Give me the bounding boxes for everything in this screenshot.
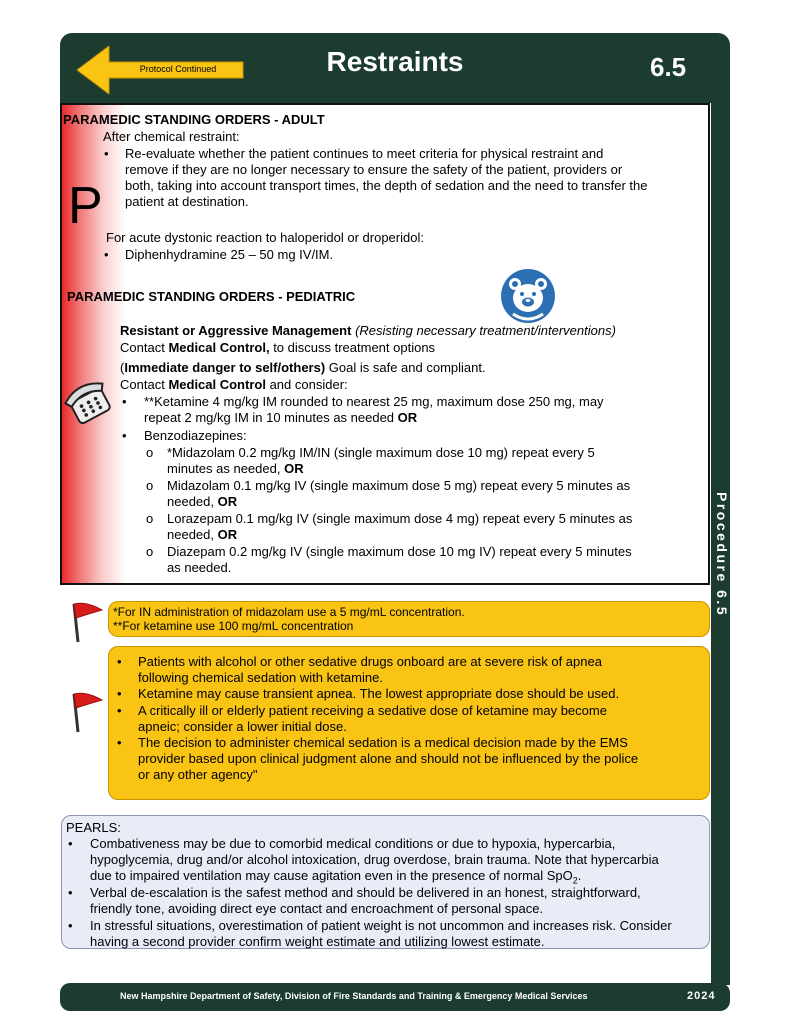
pediatric-heading: PARAMEDIC STANDING ORDERS - PEDIATRIC (67, 289, 356, 304)
pearl-text: . (577, 868, 582, 883)
footer-text: New Hampshire Department of Safety, Division of Fire Standards and Training & Emergency Medical Services (120, 991, 588, 1001)
pearl-text: due to impaired ventilation may cause agitation even in the presence of normal SpO (90, 868, 573, 883)
midazolam-text: minutes as needed, (167, 461, 281, 476)
midazolam-concentration-note: *For IN administration of midazolam use a 5 mg/mL concentration. (113, 605, 465, 619)
side-label: Procedure 6.5 (714, 492, 730, 618)
spo2-subscript: 2 (572, 875, 578, 886)
danger-paren: ( (120, 360, 125, 375)
bullet: • (68, 918, 73, 933)
bullet: • (104, 146, 109, 161)
sub-bullet: o (146, 478, 154, 493)
or-label: OR (397, 410, 418, 425)
bullet: • (122, 394, 127, 409)
ketamine-text: repeat 2 mg/kg IM in 10 minutes as needed (144, 410, 395, 425)
pearl-2-line-1: Verbal de-escalation is the safest method and should be delivered in an honest, straightforward, (90, 885, 641, 900)
or-label: OR (284, 461, 304, 476)
dystonic-reaction: For acute dystonic reaction to haloperidol or droperidol: (106, 230, 424, 245)
resistant-management-line (120, 323, 616, 339)
caution-4-line-1: The decision to administer chemical sedation is a medical decision made by the EMS (138, 735, 628, 750)
bullet: • (68, 885, 73, 900)
caution-3-line-1: A critically ill or elderly patient receiving a sedative dose of ketamine may become (138, 703, 607, 718)
pearl-2-line-2: friendly tone, avoiding direct eye contact and encroachment of personal space. (90, 901, 544, 916)
ketamine-line-1: **Ketamine 4 mg/kg IM rounded to nearest 25 mg, maximum dose 250 mg, may (144, 394, 604, 409)
caution-1-line-1: Patients with alcohol or other sedative drugs onboard are at severe risk of apnea (138, 654, 602, 669)
reevaluate-line-4: patient at destination. (125, 194, 249, 209)
resistant-management-note: (Resisting necessary treatment/interventions) (355, 323, 616, 338)
pearls-heading: PEARLS: (66, 820, 121, 835)
caution-1-line-2: following chemical sedation with ketamine. (138, 670, 383, 685)
sub-bullet: o (146, 511, 154, 526)
diazepam-line-1: Diazepam 0.2 mg/kg IV (single maximum dose 10 mg IV) repeat every 5 minutes (167, 544, 632, 559)
bullet: • (104, 247, 109, 262)
contact-text: Contact (120, 340, 165, 355)
midazolam-iv-line-2 (167, 494, 237, 510)
page-title: Restraints (326, 46, 464, 77)
reevaluate-line-1: Re-evaluate whether the patient continues to meet criteria for physical restraint and (125, 146, 604, 161)
caution-4-line-3: or any other agency" (138, 767, 258, 782)
pearl-1-line-1: Combativeness may be due to comorbid medical conditions or due to hypoxia, hypercarbia, (90, 836, 616, 851)
footer-year: 2024 (687, 990, 716, 1002)
medical-control-bold: Medical Control, (168, 340, 270, 355)
immediate-danger-line (120, 360, 486, 376)
midazolam-in-line-1: *Midazolam 0.2 mg/kg IM/IN (single maximum dose 10 mg) repeat every 5 (167, 445, 595, 460)
pearl-1-line-2: hypoglycemia, drug and/or alcohol intoxication, drug overdose, brain trauma. Note that hypercarbia (90, 852, 659, 867)
telephone-icon (63, 376, 115, 426)
bullet: • (122, 428, 127, 443)
midazolam-iv-line-1: Midazolam 0.1 mg/kg IV (single maximum dose 5 mg) repeat every 5 minutes as (167, 478, 631, 493)
diphenhydramine-dose: Diphenhydramine 25 – 50 mg IV/IM. (125, 247, 334, 262)
reevaluate-line-2: remove if they are no longer necessary to ensure the safety of the patient, providers or (125, 162, 623, 177)
adult-heading: PARAMEDIC STANDING ORDERS - ADULT (63, 112, 325, 127)
caution-2: Ketamine may cause transient apnea. The lowest appropriate dose should be used. (138, 686, 620, 701)
after-chemical-restraint: After chemical restraint: (103, 129, 240, 144)
protocol-continued-button[interactable] (77, 46, 245, 94)
bullet: • (117, 735, 122, 750)
bullet: • (68, 836, 73, 851)
protocol-continued-label: Protocol Continued (139, 64, 217, 74)
bullet: • (117, 703, 122, 718)
lorazepam-text: needed, (167, 527, 214, 542)
lorazepam-line-1: Lorazepam 0.1 mg/kg IV (single maximum dose 4 mg) repeat every 5 minutes as (167, 511, 633, 526)
sub-bullet: o (146, 445, 154, 460)
benzodiazepines-label: Benzodiazepines: (144, 428, 247, 443)
lorazepam-line-2 (167, 527, 237, 543)
caution-3-line-2: apneic; consider a lower initial dose. (138, 719, 347, 734)
pearl-3-line-2: having a second provider confirm weight estimate and utilizing lowest estimate. (90, 934, 545, 949)
paramedic-letter: P (68, 177, 103, 235)
contact-medical-control-line-1 (120, 340, 435, 356)
bullet: • (117, 686, 122, 701)
resistant-management-label: Resistant or Aggressive Management (120, 323, 352, 338)
or-label: OR (217, 527, 238, 542)
red-flag-icon (66, 600, 106, 644)
contact-medical-control-line-2 (120, 377, 348, 393)
contact-text: Contact (120, 377, 165, 392)
ketamine-line-2 (144, 410, 417, 426)
goal-text: Goal is safe and compliant. (328, 360, 486, 375)
pearl-3-line-1: In stressful situations, overestimation of patient weight is not uncommon and increases risk. Consider (90, 918, 672, 933)
or-label: OR (217, 494, 238, 509)
protocol-code: 6.5 (650, 52, 687, 82)
immediate-danger-label: Immediate danger to self/others) (124, 360, 326, 375)
contact-text: and consider: (269, 377, 348, 392)
sub-bullet: o (146, 544, 154, 559)
red-flag-icon (66, 690, 106, 734)
diazepam-line-2: as needed. (167, 560, 232, 575)
midazolam-in-line-2 (167, 461, 304, 477)
caution-4-line-2: provider based upon clinical judgment alone and should not be influenced by the police (138, 751, 639, 766)
medical-control-bold: Medical Control (168, 377, 266, 392)
bullet: • (117, 654, 122, 669)
ketamine-concentration-note: **For ketamine use 100 mg/mL concentration (113, 619, 354, 633)
pediatric-bear-icon (500, 268, 556, 324)
reevaluate-line-3: both, taking into account transport times, the depth of sedation and the need to transfer the (125, 178, 648, 193)
midazolam-text: needed, (167, 494, 214, 509)
contact-text: to discuss treatment options (273, 340, 436, 355)
